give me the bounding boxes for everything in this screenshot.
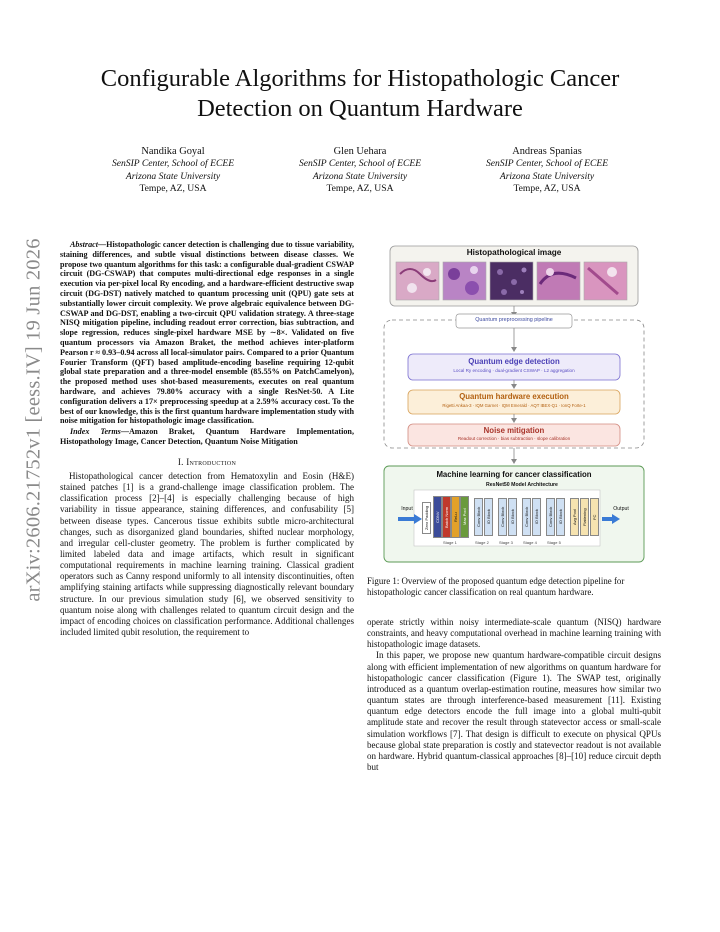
right-column	[367, 617, 661, 773]
stage4-conv-block: Conv Block	[522, 498, 531, 536]
stage-label: Stage 3	[499, 540, 513, 545]
tissue-thumbnail	[490, 262, 533, 300]
author-location: Tempe, AZ, USA	[139, 182, 207, 194]
stage2-id-block: ID Block	[484, 498, 493, 536]
noise-subtitle: Readout correction · bias subtraction · slope calibration	[457, 436, 571, 441]
author-affiliation: SenSIP Center, School of ECEE	[298, 158, 422, 170]
abstract-text: —Histopathologic cancer detection is challenging due to tissue variability, staining differences, and subtle visual distinctions between disease classes. We propose two quantum algorithms for this task: a configurable dual-gradient CSWAP circuit (DG-CSWAP) that computes multi-directional edge responses in a single execution via per-pixel local Ry encoding, and a hardware-efficient destructive swap circuit (DG-DST) natively matched to quantum processing unit (QPU) gate sets at substantially lower circuit complexity. We prove algebraic equivalence between DG-CSWAP and DG-DST, enabling a two-circuit QPU validation strategy. A three-stage NISQ mitigation pipeline, including readout error correction, bias subtraction, and slope regression, reduces single-pixel hardware MSE by ∼8×. Validated on five quantum processors via Amazon Braket, the method achieves inter-platform Pearson r ≈ 0.93–0.94 across all local-simulator pairs. Compared to a prior Quantum Fourier Transform (QFT) based amplitude-encoding baseline requiring 12-qubit global state preparation and a three-model ensemble (85.55% on PatchCamelyon), the proposed method uses shot-based measurements, executes on real quantum hardware, and achieves 79.80% accuracy with a single ResNet-50. A Lite configuration delivers a 17× preprocessing speedup at a 2.59% accuracy cost. To the best of our knowledge, this is the first quantum hardware implementation study with noise mitigation for histopathologic image classification.	[60, 240, 354, 426]
noise-title: Noise mitigation	[483, 426, 545, 435]
input-label: Input	[401, 506, 413, 512]
index-terms	[60, 427, 354, 447]
fc-block: FC	[590, 498, 599, 536]
index-terms-text: —Amazon Braket, Quantum Hardware Implementation, Histopathology Image, Cancer Detection, Quantum Noise Mitigation	[60, 427, 354, 446]
author-name: Nandika Goyal	[141, 146, 205, 157]
author-university: Arizona State University	[499, 170, 595, 182]
author-2	[267, 146, 453, 195]
stage3-conv-block: Conv Block	[498, 498, 507, 536]
tissue-thumbnail	[584, 262, 627, 300]
title-line-2: Detection on Quantum Hardware	[197, 95, 523, 122]
ml-title: Machine learning for cancer classification	[436, 470, 592, 479]
intro-paragraph-1: Histopathological cancer detection from Hematoxylin and Eosin (H&E) stained patches [1] is a grand-challenge image classification problem. The classification process [2]–[4] is especially challenging because of high variability in tissue appearance, staining differences, and confusability [5] between disease types. Cancerous tissue exhibits subtle micro-architectural changes, such as disorganized gland boundaries, shifted nuclear morphology, and irregular cell-cluster geometry. The problem is further complicated by limited labeled data and image artifacts, which result in significant computational requirements in machine learning training. Classical gradient operators such as Canny respond uniformly to all intensity discontinuities, often amplifying staining artifacts while suppressing diagnostically relevant boundary structure. In our previous simulation study [6], we observed sensitivity to quantum noise along with challenges related to quantum circuit design and the impact of encoding choices on classification performance. Additional challenges included limited qubit resolution, the requirement to	[60, 470, 354, 638]
stage5-id-block: ID Block	[556, 498, 565, 536]
figure-caption: Figure 1: Overview of the proposed quantum edge detection pipeline for histopathologic cancer classification on real quantum hardware.	[367, 576, 625, 597]
author-location: Tempe, AZ, USA	[326, 182, 394, 194]
author-affiliation: SenSIP Center, School of ECEE	[111, 158, 235, 170]
zero-padding-block: Zero Padding	[422, 502, 431, 534]
arxiv-sidebar	[14, 210, 54, 630]
author-location: Tempe, AZ, USA	[513, 182, 581, 194]
title-line-1: Configurable Algorithms for Histopathologic Cancer	[100, 65, 620, 92]
abstract-label: Abstract	[70, 240, 98, 249]
stage-label: Stage 2	[475, 540, 489, 545]
figure-1	[382, 244, 646, 564]
stage4-id-block: ID Block	[532, 498, 541, 536]
batchnorm-block: Batch Norm	[442, 496, 451, 538]
stage-label: Stage 4	[523, 540, 537, 545]
author-university: Arizona State University	[125, 170, 221, 182]
author-1	[80, 146, 266, 195]
stage5-conv-block: Conv Block	[546, 498, 555, 536]
arxiv-id: arXiv:2606.21752v1 [eess.IV] 19 Jun 2026	[22, 238, 45, 602]
abstract	[60, 240, 354, 426]
conv-block: CONV	[433, 496, 442, 538]
author-name: Andreas Spanias	[512, 146, 582, 157]
right-paragraph-2: In this paper, we propose new quantum hardware-compatible circuit designs along with efficient implementation of new algorithms on quantum hardware for histopathologic cancer classification (Figure 1). The SWAP test, originally introduced as a quantum overlap-estimation routine, measures how similar two quantum states are through interference-based measurement [11]. Existing quantum edge detectors encode the full image into a global multi-qubit amplitude state and recover the result through statevector access or small-scale simulation workflows [7]. That design is difficult to execute on physical QPUs because global state preparation is costly and statevector readout is not available on hardware. Hybrid quantum-classical approaches [8]–[10] reduce circuit depth but	[367, 650, 661, 773]
author-affiliation: SenSIP Center, School of ECEE	[485, 158, 609, 170]
tissue-thumbnail	[443, 262, 486, 300]
author-block	[80, 146, 640, 195]
maxpool-block: Max Pool	[460, 496, 469, 538]
stage-label: Stage 5	[547, 540, 561, 545]
stage3-id-block: ID Block	[508, 498, 517, 536]
author-university: Arizona State University	[312, 170, 408, 182]
author-3	[454, 146, 640, 195]
index-terms-label: Index Terms	[70, 427, 121, 437]
avgpool-block: Avg Pool	[570, 498, 579, 536]
preprocessing-label: Quantum preprocessing pipeline	[475, 317, 553, 323]
relu-block: ReLu	[451, 496, 460, 538]
author-name: Glen Uehara	[333, 146, 387, 157]
flattening-block: Flattening	[580, 498, 589, 536]
tissue-thumbnail	[396, 262, 439, 300]
resnet-title: ResNet50 Model Architecture	[486, 482, 558, 488]
tissue-thumbnail	[537, 262, 580, 300]
right-paragraph-1: operate strictly within noisy intermediate-scale quantum (NISQ) hardware constraints, and heavy computational overhead in machine learning training with histopathologic image datasets.	[367, 617, 661, 650]
section-heading: I. Introduction	[177, 456, 237, 467]
hardware-subtitle: Rigetti Ankaa-3 · IQM Garnet · IQM Emerald · AQT IBEX-Q1 · IonQ Forte-1	[442, 403, 586, 408]
hardware-title: Quantum hardware execution	[459, 392, 569, 401]
output-label: Output	[613, 506, 629, 512]
left-column	[60, 240, 354, 638]
stage2-conv-block: Conv Block	[474, 498, 483, 536]
edge-detection-title: Quantum edge detection	[468, 357, 560, 366]
stage-label: Stage 1	[443, 540, 457, 545]
edge-detection-subtitle: Local Ry encoding · dual-gradient CSWAP · L2 aggregation	[453, 368, 575, 373]
paper-title	[0, 64, 720, 124]
histo-title: Histopathological image	[466, 248, 562, 257]
